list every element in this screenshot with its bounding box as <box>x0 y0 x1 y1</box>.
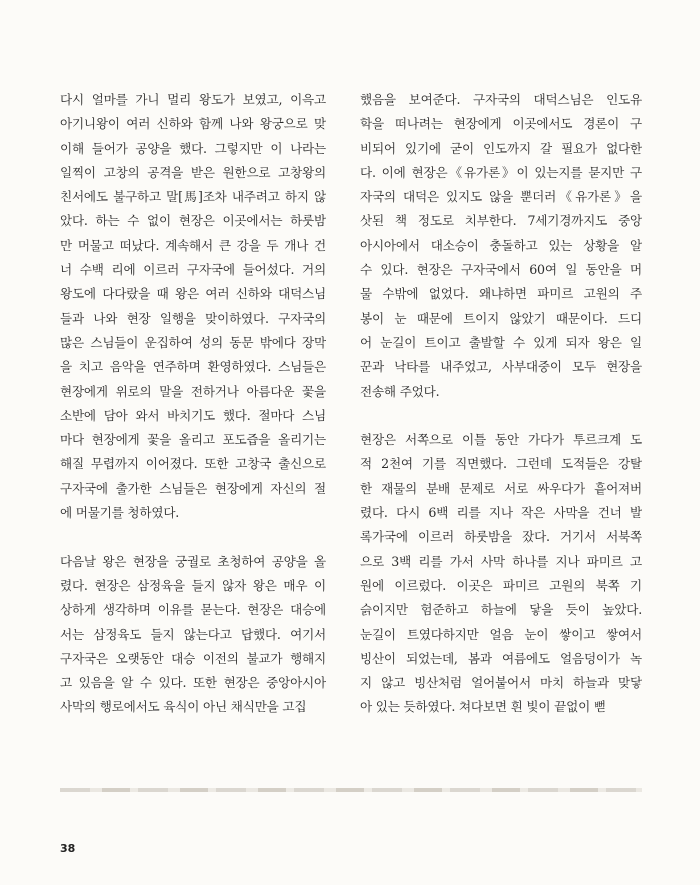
text-line: 구자국은 오랫동안 대승 이전의 불교가 행해지 <box>60 650 326 666</box>
text-line: 을 치고 음악을 연주하며 환영하였다. 스님들은 <box>60 359 326 375</box>
text-line: 봉이 눈 때문에 트이지 않았기 때문이다. 드디 <box>360 310 642 326</box>
text-line: 너 수백 리에 이르러 구자국에 들어섰다. 거의 <box>60 262 326 278</box>
text-line: 아기니왕이 여러 신하와 함께 나와 왕궁으로 맞 <box>60 116 326 132</box>
text-line: 자국의 대덕은 있지도 않을 뿐더러《유가론》을 <box>360 189 642 205</box>
text-line: 았다. 하는 수 없이 현장은 이곳에서는 하룻밤 <box>60 213 326 229</box>
text-line: 친서에도 불구하고 말[馬]조차 내주려고 하지 않 <box>60 189 326 205</box>
text-line: 많은 스님들이 운집하여 성의 동문 밖에다 장막 <box>60 334 326 350</box>
text-line: 록가국에 이르러 하룻밤을 잤다. 거기서 서북쪽 <box>360 529 642 545</box>
text-line: 원에 이르렀다. 이곳은 파미르 고원의 북쪽 기 <box>360 577 642 593</box>
text-line: 구자국에 출가한 스님들은 현장에게 자신의 절 <box>60 480 326 496</box>
text-line: 현장은 서쪽으로 이틀 동안 가다가 투르크계 도 <box>360 432 642 448</box>
text-line: 전송해 주었다. <box>360 383 440 399</box>
text-line: 왕도에 다다랐을 때 왕은 여러 신하와 대덕스님 <box>60 286 326 302</box>
text-line: 한 재물의 분배 문제로 서로 싸우다가 흩어져버 <box>360 480 642 496</box>
paragraph-gap <box>360 404 642 428</box>
text-line: 꾼과 낙타를 내주었고, 사부대중이 모두 현장을 <box>360 359 642 375</box>
text-line: 마다 현장에게 꽃을 올리고 포도즙을 올리기는 <box>60 432 326 448</box>
text-line: 고 있음을 알 수 있다. 또한 현장은 중앙아시아 <box>60 675 326 691</box>
text-line: 지 않고 빙산처럼 얼어붙어서 마치 하늘과 맞닿 <box>360 675 642 691</box>
left-column-paragraph <box>60 88 326 525</box>
text-line: 비되어 있기에 굳이 인도까지 갈 필요가 없다한 <box>360 140 642 156</box>
paragraph-gap <box>60 525 326 549</box>
text-line: 해질 무렵까지 이어졌다. 또한 고창국 출신으로 <box>60 456 326 472</box>
text-line: 으로 3백 리를 가서 사막 하나를 지나 파미르 고 <box>360 553 642 569</box>
page-number: 38 <box>60 842 76 855</box>
left-column-paragraph <box>60 550 326 720</box>
text-line: 다. 이에 현장은《유가론》이 있는지를 묻지만 구 <box>360 164 642 180</box>
text-line: 소반에 담아 와서 바치기도 했다. 절마다 스님 <box>60 407 326 423</box>
text-line: 일찍이 고창의 공격을 받은 원한으로 고창왕의 <box>60 164 326 180</box>
text-line: 렸다. 현장은 삼정육을 들지 않자 왕은 매우 이 <box>60 577 326 593</box>
footer-rule <box>60 788 642 792</box>
left-column <box>60 88 326 720</box>
text-line: 상하게 생각하며 이유를 묻는다. 현장은 대승에 <box>60 602 326 618</box>
text-line: 눈길이 트였다하지만 얼음 눈이 쌓이고 쌓여서 <box>360 626 642 642</box>
text-line: 수 있다. 현장은 구자국에서 60여 일 동안을 머 <box>360 262 642 278</box>
text-line: 빙산이 되었는데, 봄과 여름에도 얼음덩이가 녹 <box>360 650 642 666</box>
text-line: 다음날 왕은 현장을 궁궐로 초청하여 공양을 올 <box>60 553 326 569</box>
text-line: 아시아에서 대소승이 충돌하고 있는 상황을 알 <box>360 237 642 253</box>
text-line: 적 2천여 기를 직면했다. 그런데 도적들은 강탈 <box>360 456 642 472</box>
text-line: 슭이지만 험준하고 하늘에 닿을 듯이 높았다. <box>360 602 642 618</box>
text-line: 삿된 책 정도로 치부한다. 7세기경까지도 중앙 <box>360 213 642 229</box>
text-line: 어 눈길이 트이고 출발할 수 있게 되자 왕은 일 <box>360 334 642 350</box>
text-line: 이해 들어가 공양을 했다. 그렇지만 이 나라는 <box>60 140 326 156</box>
text-line: 물 수밖에 없었다. 왜냐하면 파미르 고원의 주 <box>360 286 642 302</box>
right-column <box>360 88 642 720</box>
text-line: 사막의 행로에서도 육식이 아닌 채식만을 고집 <box>60 699 307 715</box>
text-line: 했음을 보여준다. 구자국의 대덕스님은 인도유 <box>360 92 642 107</box>
text-line: 렸다. 다시 6백 리를 지나 작은 사막을 건너 발 <box>360 505 642 521</box>
text-line: 현장에게 위로의 말을 전하거나 아름다운 꽃을 <box>60 383 326 399</box>
text-line: 들과 나와 현장 일행을 맞이하였다. 구자국의 <box>60 310 326 326</box>
text-line: 학을 떠나려는 현장에게 이곳에서도 경론이 구 <box>360 116 642 132</box>
text-line: 만 머물고 떠났다. 계속해서 큰 강을 두 개나 건 <box>60 237 326 253</box>
text-line: 다시 얼마를 가니 멀리 왕도가 보였고, 이윽고 <box>60 92 326 107</box>
text-line: 아 있는 듯하였다. 쳐다보면 흰 빛이 끝없이 뻗 <box>360 699 606 715</box>
text-line: 서는 삼정육도 들지 않는다고 답했다. 여기서 <box>60 626 326 642</box>
text-line: 에 머물기를 청하였다. <box>60 505 180 521</box>
right-column-paragraph <box>360 88 642 404</box>
right-column-paragraph <box>360 428 642 720</box>
